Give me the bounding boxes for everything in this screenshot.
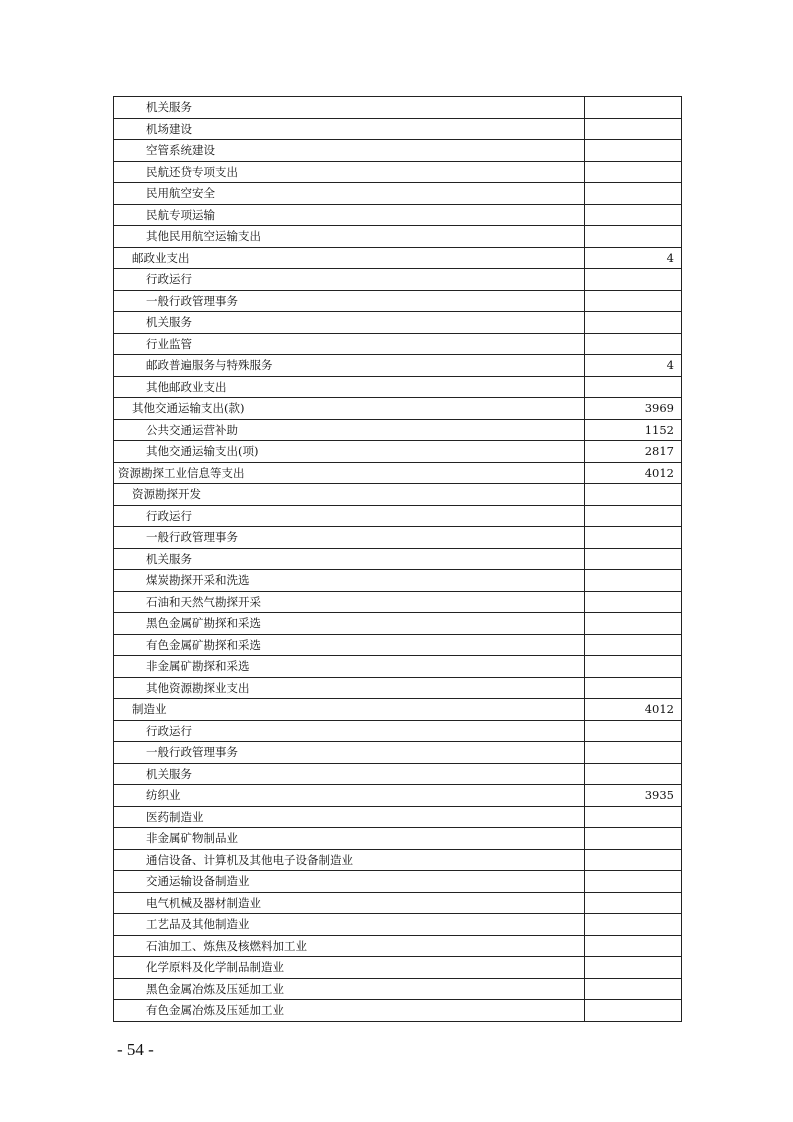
table-row <box>114 742 682 764</box>
amount-cell <box>585 527 682 549</box>
item-name-cell: 有色金属矿勘探和采选 <box>114 634 585 656</box>
item-name-cell: 工艺品及其他制造业 <box>114 914 585 936</box>
table-row <box>114 441 682 463</box>
item-name-cell: 石油加工、炼焦及核燃料加工业 <box>114 935 585 957</box>
table-row <box>114 613 682 635</box>
amount-cell <box>585 849 682 871</box>
amount-cell <box>585 978 682 1000</box>
amount-cell <box>585 204 682 226</box>
amount-cell <box>585 914 682 936</box>
table-row <box>114 1000 682 1022</box>
amount-cell <box>585 484 682 506</box>
table-row <box>114 183 682 205</box>
item-name-cell: 黑色金属冶炼及压延加工业 <box>114 978 585 1000</box>
table-row <box>114 527 682 549</box>
amount-cell <box>585 656 682 678</box>
amount-cell: 4012 <box>585 699 682 721</box>
item-name-cell: 有色金属冶炼及压延加工业 <box>114 1000 585 1022</box>
table-row <box>114 398 682 420</box>
item-name-cell: 其他民用航空运输支出 <box>114 226 585 248</box>
item-name-cell: 电气机械及器材制造业 <box>114 892 585 914</box>
table-row <box>114 935 682 957</box>
table-row <box>114 570 682 592</box>
item-name-cell: 制造业 <box>114 699 585 721</box>
table-row <box>114 312 682 334</box>
item-name-cell: 一般行政管理事务 <box>114 527 585 549</box>
amount-cell <box>585 570 682 592</box>
item-name-cell: 通信设备、计算机及其他电子设备制造业 <box>114 849 585 871</box>
item-name-cell: 纺织业 <box>114 785 585 807</box>
table-row <box>114 161 682 183</box>
amount-cell: 4 <box>585 355 682 377</box>
budget-table <box>113 96 682 1022</box>
item-name-cell: 行政运行 <box>114 269 585 291</box>
item-name-cell: 资源勘探工业信息等支出 <box>114 462 585 484</box>
table-row <box>114 828 682 850</box>
table-row <box>114 699 682 721</box>
item-name-cell: 一般行政管理事务 <box>114 290 585 312</box>
amount-cell <box>585 806 682 828</box>
item-name-cell: 其他交通运输支出(项) <box>114 441 585 463</box>
table-row <box>114 591 682 613</box>
table-row <box>114 140 682 162</box>
amount-cell: 3969 <box>585 398 682 420</box>
amount-cell <box>585 140 682 162</box>
item-name-cell: 邮政业支出 <box>114 247 585 269</box>
amount-cell <box>585 548 682 570</box>
amount-cell: 4012 <box>585 462 682 484</box>
amount-cell <box>585 118 682 140</box>
table-row <box>114 333 682 355</box>
amount-cell <box>585 742 682 764</box>
table-row <box>114 355 682 377</box>
table-row <box>114 957 682 979</box>
table-row <box>114 677 682 699</box>
table-row <box>114 247 682 269</box>
table-row <box>114 849 682 871</box>
table-row <box>114 914 682 936</box>
item-name-cell: 行政运行 <box>114 505 585 527</box>
amount-cell <box>585 613 682 635</box>
amount-cell <box>585 161 682 183</box>
table-row <box>114 376 682 398</box>
amount-cell <box>585 591 682 613</box>
amount-cell <box>585 376 682 398</box>
table-row <box>114 269 682 291</box>
item-name-cell: 民用航空安全 <box>114 183 585 205</box>
amount-cell <box>585 763 682 785</box>
table-row <box>114 785 682 807</box>
table-row <box>114 892 682 914</box>
amount-cell <box>585 290 682 312</box>
item-name-cell: 其他资源勘探业支出 <box>114 677 585 699</box>
table-row <box>114 978 682 1000</box>
table-row <box>114 763 682 785</box>
item-name-cell: 医药制造业 <box>114 806 585 828</box>
amount-cell <box>585 226 682 248</box>
amount-cell <box>585 677 682 699</box>
amount-cell <box>585 333 682 355</box>
amount-cell <box>585 828 682 850</box>
table-row <box>114 118 682 140</box>
item-name-cell: 公共交通运营补助 <box>114 419 585 441</box>
amount-cell <box>585 634 682 656</box>
table-row <box>114 484 682 506</box>
table-row <box>114 97 682 119</box>
item-name-cell: 民航还贷专项支出 <box>114 161 585 183</box>
item-name-cell: 非金属矿物制品业 <box>114 828 585 850</box>
table-row <box>114 290 682 312</box>
item-name-cell: 一般行政管理事务 <box>114 742 585 764</box>
amount-cell: 4 <box>585 247 682 269</box>
amount-cell: 3935 <box>585 785 682 807</box>
amount-cell <box>585 1000 682 1022</box>
table-row <box>114 204 682 226</box>
item-name-cell: 机场建设 <box>114 118 585 140</box>
table-row <box>114 462 682 484</box>
amount-cell <box>585 269 682 291</box>
amount-cell: 1152 <box>585 419 682 441</box>
table-row <box>114 505 682 527</box>
item-name-cell: 机关服务 <box>114 97 585 119</box>
amount-cell <box>585 957 682 979</box>
item-name-cell: 邮政普遍服务与特殊服务 <box>114 355 585 377</box>
amount-cell <box>585 871 682 893</box>
table-row <box>114 806 682 828</box>
amount-cell <box>585 183 682 205</box>
item-name-cell: 黑色金属矿勘探和采选 <box>114 613 585 635</box>
item-name-cell: 非金属矿勘探和采选 <box>114 656 585 678</box>
table-row <box>114 871 682 893</box>
amount-cell <box>585 892 682 914</box>
item-name-cell: 交通运输设备制造业 <box>114 871 585 893</box>
amount-cell <box>585 720 682 742</box>
item-name-cell: 其他交通运输支出(款) <box>114 398 585 420</box>
item-name-cell: 化学原料及化学制品制造业 <box>114 957 585 979</box>
amount-cell: 2817 <box>585 441 682 463</box>
item-name-cell: 石油和天然气勘探开采 <box>114 591 585 613</box>
item-name-cell: 民航专项运输 <box>114 204 585 226</box>
item-name-cell: 机关服务 <box>114 763 585 785</box>
table-row <box>114 656 682 678</box>
table-row <box>114 419 682 441</box>
amount-cell <box>585 505 682 527</box>
item-name-cell: 机关服务 <box>114 548 585 570</box>
item-name-cell: 煤炭勘探开采和洗选 <box>114 570 585 592</box>
table-row <box>114 226 682 248</box>
item-name-cell: 机关服务 <box>114 312 585 334</box>
table-row <box>114 548 682 570</box>
item-name-cell: 行业监管 <box>114 333 585 355</box>
item-name-cell: 行政运行 <box>114 720 585 742</box>
amount-cell <box>585 97 682 119</box>
page-number: - 54 - <box>117 1040 154 1059</box>
table-row <box>114 634 682 656</box>
item-name-cell: 其他邮政业支出 <box>114 376 585 398</box>
table-body <box>114 97 682 1022</box>
table-row <box>114 720 682 742</box>
item-name-cell: 空管系统建设 <box>114 140 585 162</box>
amount-cell <box>585 312 682 334</box>
amount-cell <box>585 935 682 957</box>
item-name-cell: 资源勘探开发 <box>114 484 585 506</box>
